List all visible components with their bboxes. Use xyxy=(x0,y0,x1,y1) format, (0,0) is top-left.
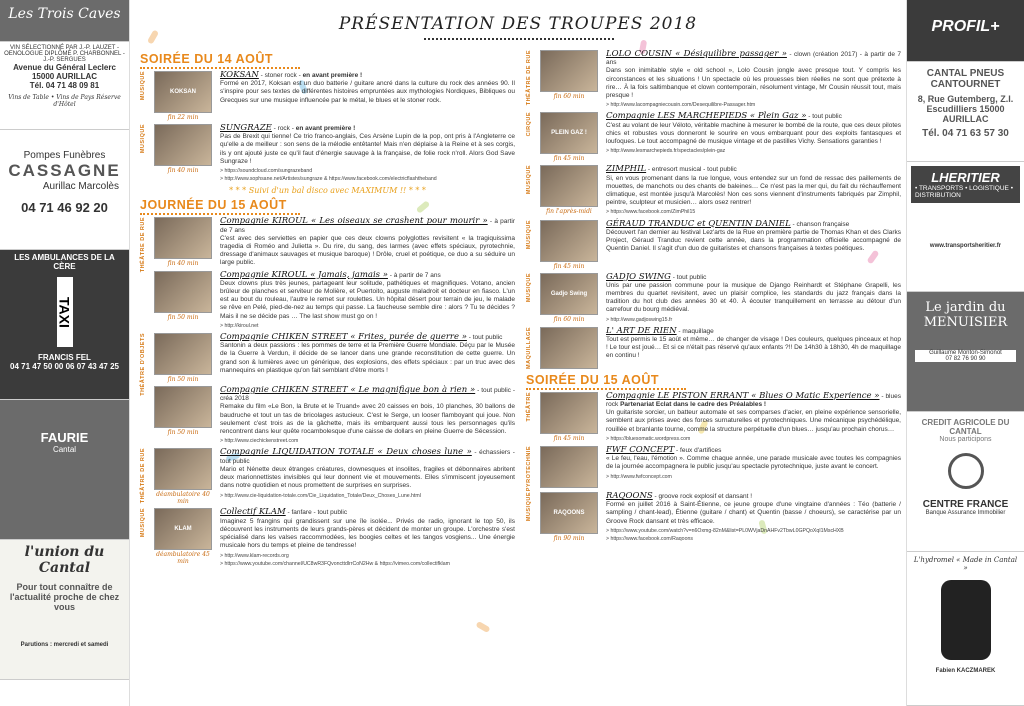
troupe-entry xyxy=(526,392,901,443)
ad-union-slogan: Pour tout connaître de l'actualité proche de chez vous xyxy=(9,582,120,612)
ad-lheritier-site: www.transportsheritier.fr xyxy=(929,243,1002,249)
ad-cantal-pneus xyxy=(907,62,1024,162)
troupe-meta: - entresort musical - tout public xyxy=(646,166,737,174)
duration: fin l'après-midi xyxy=(546,208,592,216)
troupe-link[interactable]: > http://www.klam-records.org > https://www.youtube.com/channel/UC8wR3FQvoncttdlrrCoN2Hw & https://vimeo.com/collectifklam xyxy=(220,552,450,567)
entry-text xyxy=(606,327,901,370)
troupe-photo xyxy=(154,217,212,259)
category-label xyxy=(140,271,152,330)
entry-text xyxy=(220,271,515,330)
troupe-name: Compagnie LE PISTON ERRANT « Blues O Matic Experience » xyxy=(606,390,880,401)
troupe-entry xyxy=(140,448,515,505)
troupe-description: Formé en 2017, Koksan est un duo batterie / guitare ancré dans la culture du rock des années 90. Il s'inspire pour ses textes de différentes histoires empruntées aux mythologies Nordiques, Bibliques ou Grecques sur une musique influencée par le métal, le blues et le stoner rock. xyxy=(220,80,515,104)
troupe-name: Compagnie CHIKEN STREET « Le magnifique bon à rien » xyxy=(220,385,476,396)
ad-jardin-menuisier xyxy=(907,292,1024,412)
category-label: PYROTECHNIE xyxy=(526,446,532,492)
troupe-name: Compagnie KIROUL « Les oiseaux se crashent pour mourir » xyxy=(220,216,488,227)
program-page xyxy=(134,0,902,706)
troupe-name: SUNGRAZE xyxy=(220,123,272,133)
troupe-entry xyxy=(140,386,515,445)
troupe-name: Compagnie LIQUIDATION TOTALE « Deux choses lune » xyxy=(220,447,472,458)
troupe-highlight: en avant première ! xyxy=(295,125,356,132)
troupe-entry xyxy=(140,271,515,330)
thumbnail-wrap xyxy=(538,446,600,489)
troupe-entry xyxy=(526,492,901,543)
category-label: MUSIQUE xyxy=(140,124,146,154)
duration: déambulatoire 45 min xyxy=(156,551,210,566)
troupe-link[interactable]: > https://www.facebook.com/ZimPhil15 xyxy=(606,209,696,216)
troupe-description: Formé en juillet 2016 à Saint-Étienne, ce jeune groupe d'une vingtaine d'années : Téo (batterie / sampling / chant-lead), Étienne (guitare / chant) et Quentin (basse / choeurs), se caractérise par un Groove Rock dansant et très efficace. xyxy=(606,501,901,525)
thumbnail-wrap xyxy=(152,448,214,505)
troupe-photo xyxy=(540,165,598,207)
ad-lheritier-lines: • TRANSPORTS • LOGISTIQUE • DISTRIBUTION xyxy=(915,185,1013,199)
ad-trois-caves-phone: Tél. 04 71 48 09 81 xyxy=(29,81,100,90)
duration: fin 45 min xyxy=(553,434,585,442)
troupe-photo xyxy=(540,446,598,488)
ad-cassagne xyxy=(0,130,129,250)
troupe-entry xyxy=(526,220,901,270)
troupe-photo xyxy=(154,271,212,313)
troupe-entry xyxy=(140,71,515,121)
troupe-meta: - chanson française xyxy=(790,220,850,228)
thumbnail-wrap xyxy=(152,217,214,267)
ad-ca-title: CREDIT AGRICOLE DU CANTAL xyxy=(921,418,1010,436)
title-underline xyxy=(424,38,614,40)
troupe-entry xyxy=(140,508,515,567)
ad-jardin-title: Le jardin du MENUISIER xyxy=(923,300,1008,330)
troupe-meta: - feux d'artifices xyxy=(674,447,722,455)
entry-text xyxy=(220,508,515,567)
ad-ambulances xyxy=(0,250,129,400)
right-column xyxy=(526,50,901,546)
ad-union xyxy=(0,540,129,680)
troupe-photo xyxy=(540,327,598,369)
duration: fin 40 min xyxy=(167,167,199,174)
ad-union-foot: Parutions : mercredi et samedi xyxy=(20,642,109,648)
category-label: MAQUILLAGE xyxy=(526,326,532,369)
entry-text xyxy=(606,220,901,270)
thumbnail-wrap xyxy=(538,165,600,216)
troupe-meta: - clown (création 2017) - à partir de 7 ans xyxy=(606,51,901,67)
ad-hydromel-title: L'hydromel « Made in Cantal » xyxy=(913,556,1018,572)
ad-faurie xyxy=(0,400,129,540)
troupe-link[interactable]: > http://www.cie-liquidation-totale.com/Cie_Liquidation_Totale/Deux_Choses_Lune.html xyxy=(220,492,421,499)
ad-ambulances-title: LES AMBULANCES DE LA CÈRE xyxy=(14,253,115,271)
duration: fin 60 min xyxy=(553,93,585,100)
duration: fin 50 min xyxy=(167,313,199,321)
entry-text xyxy=(220,333,515,383)
entry-text xyxy=(606,112,901,162)
troupe-link[interactable]: > https://soundcloud.com/sungrazeband > http://www.sophsane.net/Artistes/sungraze & https://www.facebook.com/electricflashtheband xyxy=(220,168,437,183)
troupe-entry xyxy=(526,327,901,370)
thumbnail-wrap xyxy=(538,50,600,109)
entry-text xyxy=(606,50,901,109)
troupe-entry xyxy=(526,445,901,492)
troupe-photo: KLAM xyxy=(154,508,212,550)
troupe-meta: - à partir de 7 ans xyxy=(387,271,441,279)
troupe-name: GÉRAUD TRANDUC et QUENTIN DANIEL xyxy=(606,218,791,229)
ad-trois-caves-address: Avenue du Général Leclerc xyxy=(13,63,116,72)
troupe-description: Unis par une passion commune pour la musique de Django Reinhardt et Stéphane Grapelli, les membres du quartet revisitent, avec un plaisir complice, les standards du jazz français dans la tradition du hot club des années 30 et 40. À écouter tranquillement en terrasse au détour d'un carrefour du bourg médiéval. xyxy=(606,281,901,314)
troupe-entry xyxy=(526,165,901,216)
ad-cantal-pneus-address: 8, Rue Gutemberg, Z.I. Escudilliers 15000 AURILLAC xyxy=(917,94,1014,124)
disco-note: * * * Suivi d'un bal disco avec MAXIMUM !! * * * xyxy=(229,186,426,196)
troupe-photo xyxy=(154,386,212,428)
troupe-photo: Gadjo Swing xyxy=(540,273,598,315)
ad-trois-caves-city: 15000 AURILLAC xyxy=(31,72,98,81)
troupe-entry xyxy=(526,112,901,162)
thumbnail-wrap xyxy=(152,124,214,183)
troupe-name: RAQOONS xyxy=(606,491,653,502)
category-label: CIRQUE xyxy=(526,112,532,137)
category-label: THÉÂTRE DE RUE xyxy=(140,448,146,504)
troupe-link[interactable]: > http://www.fwfconcept.com xyxy=(606,473,672,480)
duration: déambulatoire 40 min xyxy=(156,491,210,506)
ad-cassagne-city: Aurillac Marcolès xyxy=(42,181,119,192)
troupe-link[interactable]: > https://www.youtube.com/watch?v=n6Oxmg-82nM&list=PL0WVjaDnAHFv2TbwL0GPQoXqI1MscHXB > https://www.facebook.com/Raqoons xyxy=(606,527,844,543)
thumbnail-wrap xyxy=(152,386,214,445)
duration: fin 90 min xyxy=(553,535,585,543)
ad-profil-title: PROFIL+ xyxy=(931,18,1000,35)
entry-text xyxy=(606,392,901,443)
troupe-entry xyxy=(526,273,901,324)
entry-text xyxy=(220,448,515,505)
troupe-description: Tout est permis le 15 août et même… de changer de visage ! Des couleurs, quelques pinceaux et hop ! Le tour est joué… Et si ce n'était pas réservé qu'aux enfants ?!! De 14h30 à 18h30, 4h de maquillage en continu ! xyxy=(606,336,901,360)
troupe-description: Deux clowns plus très jeunes, partageant leur solitude, pathétiques et magnifiques. Votano, ancien brûleur de planches et serviteur de Molière, et Puertoito, auguste maladroit et docteur en fiasco. L'un est au bout du rouleau, l'autre le remet sur roulettes. Un hôpital désert pour terrain de jeu, le malade se rêve en Pelé, pied-de-nez au temps qui passe. La faucheuse semble dire : alors ? Tu te décides ? Mais il ne se décide pas … The last show must go on ! xyxy=(220,279,515,320)
ad-ca-sub: Nous participons xyxy=(939,436,992,443)
troupe-meta: - à partir de 7 ans xyxy=(220,218,515,234)
troupe-description: Mario et Nénette deux étranges créatures, clownesques et insolites, fragiles et débonnaires abritent deux marionnettistes invisibles qui leur donnent vie et mouvements. Elles s'immiscent joyeusement dans notre quotidien et nous promettent de surprises en surprises. xyxy=(220,465,515,490)
ad-credit-agricole xyxy=(907,412,1024,552)
thumbnail-wrap xyxy=(538,327,600,370)
troupe-link[interactable]: > http://www.ciechickenstreet.com xyxy=(220,438,299,445)
duration: fin 60 min xyxy=(553,315,585,323)
duration: fin 22 min xyxy=(167,114,199,121)
troupe-photo xyxy=(154,124,212,166)
troupe-link[interactable]: > http://kiroul.net xyxy=(220,322,259,329)
troupe-meta: - échassiers - tout public xyxy=(220,449,515,465)
troupe-name: KOKSAN xyxy=(220,70,259,80)
thumbnail-wrap xyxy=(538,273,600,324)
troupe-description: Imaginez 5 frangins qui grandissent sur une île isolée... Privés de radio, ignorant le top 50, ils découvrent les instruments de leurs grands-pères et décident de monter un groupe. L'orchestre s'est spécialisé dans les valses raccommodées, les boogies celtes et les tangos vosgiens... Une énergie musicale hors du temps et pleine de tendresse! xyxy=(220,517,515,550)
troupe-link[interactable]: > http://www.gadjoswing15.fr xyxy=(606,316,673,323)
entry-text xyxy=(220,71,515,121)
troupe-description: C'est avec des serviettes en papier que ces deux clowns polyglottes revisitent « la tragiquissima tragedia di Roméo and Julietta ». Du rire, du sang, des larmes (avec effets spéciaux, pyrotechnie, dressage d'animaux sauvages et musique baroque) ! Drôle, cruel et poétique, ce duo a su séduire un large public. xyxy=(220,234,515,267)
troupe-meta: - tout public xyxy=(466,334,503,342)
left-advertisements xyxy=(0,0,130,706)
troupe-name: GADJO SWING xyxy=(606,271,671,282)
ad-trois-caves-header xyxy=(0,0,129,42)
left-column xyxy=(140,50,515,571)
ad-cassagne-title: Pompes Funèbres xyxy=(23,150,106,161)
category-label: MUSIQUE xyxy=(526,165,532,195)
ad-ca-foot: Banque Assurance Immobilier xyxy=(925,510,1006,516)
thumbnail-wrap xyxy=(152,71,214,121)
section-title-soiree-14-text: SOIRÉE DU 14 AOÛT xyxy=(140,52,274,66)
ad-ambulances-phone: 04 71 47 50 00 06 07 43 47 25 xyxy=(10,362,119,371)
ad-lheritier xyxy=(907,162,1024,292)
troupe-name: Collectif KLAM xyxy=(220,507,286,518)
ad-union-title: l'union du Cantal xyxy=(24,544,105,576)
section-title-journee-15-text: JOURNÉE DU 15 AOÛT xyxy=(140,198,287,213)
ca-logo-icon xyxy=(948,453,984,489)
thumbnail-wrap xyxy=(152,333,214,383)
troupe-name: LOLO COUSIN « Désiquilibre passager » xyxy=(606,49,787,59)
troupe-link[interactable]: > https://bluesomatic.wordpress.com xyxy=(606,435,691,442)
troupe-photo xyxy=(540,50,598,92)
troupe-photo xyxy=(540,220,598,262)
troupe-entry xyxy=(140,216,515,273)
troupe-description: Santonin a deux passions : les pommes de terre et la Première Guerre Mondiale. Déçu par le Musée de la Guerre à Verdun, il décide de se lancer dans une grande reconstitution de cette guerre. Un grand son & lumières avec un générique, des explosions, des effets spéciaux : par un truc avec des mannequins en plastique qu'on fait semblant d'être morts ! xyxy=(220,342,515,374)
troupe-description: Découvert l'an dernier au festival Lez'arts de la Rue en première partie de Thomas Khan et des Clarks Project, Géraud Tranduc revient cette année, dans la programmation officielle accompagné de Quentin Daniel. Il s'agit d'un duo de guitaristes et chansons françaises à textes poétiques. xyxy=(606,228,901,253)
duration: fin 50 min xyxy=(167,429,199,437)
right-entries-a xyxy=(526,50,901,370)
troupe-description: C'est au volant de leur Véloto, véritable machine à mesurer le bombé de la route, que ces deux pilotes chics et robustes vous donneront le sourire en vous embarquant pour des exploits fantasques et loufoques. Le tout accompagné de musique vintage et de pastilles Vichy. Sensations garanties ! xyxy=(606,121,901,146)
thumbnail-wrap xyxy=(538,112,600,162)
troupe-link[interactable]: > http://www.lesmarchepieds.fr/spectacles/plein-gaz xyxy=(606,148,726,155)
entry-text xyxy=(220,124,515,183)
troupe-name: Compagnie LES MARCHEPIEDS « Plein Gaz » xyxy=(606,111,807,122)
right-entries-b xyxy=(526,392,901,543)
page-title: PRÉSENTATION DES TROUPES 2018 xyxy=(338,14,698,34)
troupe-highlight: Partenariat Eclat dans le cadre des Préalables ! xyxy=(620,401,767,409)
troupe-description: Dans son inimitable style « old school », Lolo Cousin jongle avec presque tout. Y compris les circonstances et les situations ! Un spectacle où les prouesses bien réelles ne sont que prétexte à rire… À la fois saltimbanque et clown contemporain, résolument vintage, Mr Cousin réussit tout, mais presque ! xyxy=(606,67,901,100)
category-label xyxy=(140,386,152,445)
troupe-name: FWF CONCEPT xyxy=(606,445,675,456)
ad-cantal-pneus-title: CANTAL PNEUS CANTOURNET xyxy=(926,68,1005,90)
troupe-photo: KOKSAN xyxy=(154,71,212,113)
category-label: MUSIQUE xyxy=(140,508,146,538)
entry-text xyxy=(220,386,515,445)
thumbnail-wrap xyxy=(538,492,600,543)
category-label: THÉÂTRE DE RUE xyxy=(140,217,146,273)
category-label: MUSIQUE xyxy=(526,272,532,302)
troupe-description: « Le feu, l'eau, l'émotion ». Comme chaque année, une parade musicale avec toutes les compagnies de la journée accompagnera le public jusqu'au spectacle pyrotechnique, juste avant le concert. xyxy=(606,455,901,471)
troupe-meta: - stoner rock - xyxy=(258,72,303,79)
troupe-meta: - blues rock xyxy=(606,392,901,409)
ad-lheritier-title: LHERITIER xyxy=(931,170,1000,185)
troupe-photo: RAQOONS xyxy=(540,492,598,534)
section-title-journee-15 xyxy=(140,198,515,215)
troupe-description: Pas de Brexit qui tienne! Ce trio franco-anglais, Ces Arsène Lupin de la pop, ont pris à l'Angleterre ce qu'elle a de meilleur : son sens de la mélodie entêtante! Mais n'en déplaise à la Reine et à ses corgis, ils y ont ajouté juste ce qu'il faut d'énergie sauvage à la française, de folie rock n'roll. Alors God Save Sungraze ! xyxy=(220,133,515,165)
section-title-soiree-15 xyxy=(526,373,901,390)
ad-faurie-title: FAURIE xyxy=(40,430,89,445)
ad-trois-caves-title: Les Trois Caves xyxy=(8,6,121,22)
duration: fin 45 min xyxy=(553,155,585,163)
ad-ca-name: CENTRE FRANCE xyxy=(922,499,1009,510)
troupe-photo: PLEIN GAZ ! xyxy=(540,112,598,154)
troupe-highlight: en avant première ! xyxy=(302,72,363,79)
ad-taxi-sign: TAXI xyxy=(57,277,73,347)
category-label: THÉÂTRE D'OBJETS xyxy=(140,333,146,396)
thumbnail-wrap xyxy=(152,508,214,567)
thumbnail-wrap xyxy=(152,271,214,330)
troupe-name: L' ART DE RIEN xyxy=(606,325,677,336)
troupe-entry xyxy=(140,124,515,183)
category-label: MUSIQUE xyxy=(140,71,146,101)
ad-jardin-phone: 07 82 76 90 90 xyxy=(915,356,1016,362)
troupe-photo xyxy=(154,448,212,490)
ad-faurie-sub: Cantal xyxy=(52,445,77,454)
ad-trois-caves-lines: VIN SÉLECTIONNÉ PAR J.-P. LAUZET - OENOLOGUE DIPLÔMÉ P. CHARBONNEL - J.-P. SERGUES xyxy=(4,45,125,63)
ad-trois-caves-sub: Vins de Table • Vins de Pays Réserve d'Hôtel xyxy=(8,94,121,108)
troupe-description: Un guitariste sorcier, un batteur automate et ses comparses d'acier, en pleine expérience sensorielle, semblent aux prises avec des forces surnaturelles et pyrotechniques. Une mécanique psychédélique, rouillée et branlante tourne, comme la structure perpétuelle d'un blues… jusqu'au prochain chorus… xyxy=(606,409,901,433)
entry-text xyxy=(606,165,901,216)
troupe-description: Remake du film «Le Bon, la Brute et le Truand» avec 20 caisses en bois, 10 planches, 30 ballons de baudruche et tout un tas de bricolages astucieux. C'est le Serge, un looser flamboyant qui joue. Non seulement c'est trois as de la gâchette, mais ils embarquent aussi tous les personnages qu'ils rencontrent dans leur quête rocambolesque d'une caisse de dollars en pleine Guerre de Sécession. xyxy=(220,403,515,436)
ad-cassagne-name: CASSAGNE xyxy=(8,161,121,180)
category-label: THÉÂTRE DE RUE xyxy=(526,50,532,106)
category-label: MUSIQUE xyxy=(526,492,532,522)
troupe-description: Si, en vous promenant dans la rue longue, vous entendez sur un fond de ressac des paillements de mouettes, de manchots ou des chants de baleines… Ce n'est pas la mer qui, du fait du réchauffement climatique, est montée jusqu'à Marcolès! Non ces sons viennent d'instruments fabriqués par Zimphil, peintre, sculpteur et musicien… alors osez rentrer! xyxy=(606,174,901,207)
troupe-meta: - rock - xyxy=(271,125,296,132)
left-entries-b xyxy=(140,217,515,567)
troupe-photo xyxy=(540,392,598,434)
ad-hydromel-name: Fabien KACZMAREK xyxy=(935,668,996,674)
entry-text xyxy=(606,492,901,543)
ad-jardin-name: Guillaume Monton-Simonot xyxy=(915,350,1016,356)
ad-cassagne-phone: 04 71 46 92 20 xyxy=(21,200,108,215)
thumbnail-wrap xyxy=(538,392,600,443)
duration: fin 40 min xyxy=(167,260,199,268)
section-title-soiree-15-text: SOIRÉE DU 15 AOÛT xyxy=(526,372,660,387)
ad-profil xyxy=(907,0,1024,62)
entry-text xyxy=(220,217,515,267)
category-label: MUSIQUE xyxy=(526,219,532,249)
duration: fin 50 min xyxy=(167,376,199,384)
right-advertisements xyxy=(906,0,1024,706)
duration: fin 45 min xyxy=(553,262,585,270)
entry-text xyxy=(606,273,901,324)
troupe-meta: - fanfare - tout public xyxy=(285,509,348,517)
section-title-soiree-14 xyxy=(140,52,515,69)
troupe-link[interactable]: > http://www.lacompagniecousin.com/Desequilibre-Passager.htm xyxy=(606,102,756,109)
troupe-name: Compagnie KIROUL « Jamais, jamais » xyxy=(220,269,388,280)
hydromel-bottle-icon xyxy=(941,580,991,660)
category-label: THÉÂTRE xyxy=(526,391,532,422)
thumbnail-wrap xyxy=(538,220,600,270)
ad-trois-caves xyxy=(0,42,129,130)
troupe-entry xyxy=(526,50,901,109)
entry-text xyxy=(606,446,901,489)
left-entries-a xyxy=(140,71,515,183)
troupe-meta: - groove rock explosif et dansant ! xyxy=(652,493,753,501)
ad-ambulances-name: FRANCIS FEL xyxy=(38,353,91,362)
troupe-meta: - tout public xyxy=(806,113,842,121)
troupe-photo xyxy=(154,333,212,375)
ad-cantal-pneus-phone: Tél. 04 71 63 57 30 xyxy=(922,128,1009,139)
troupe-meta: - maquillage xyxy=(676,327,714,335)
troupe-meta: - tout public xyxy=(670,273,707,281)
ad-hydromel xyxy=(907,552,1024,706)
troupe-meta: - tout public - créa 2018 xyxy=(220,387,515,403)
troupe-name: ZIMPHIL xyxy=(606,164,647,175)
troupe-name: Compagnie CHIKEN STREET « Frites, purée de guerre » xyxy=(220,332,467,343)
